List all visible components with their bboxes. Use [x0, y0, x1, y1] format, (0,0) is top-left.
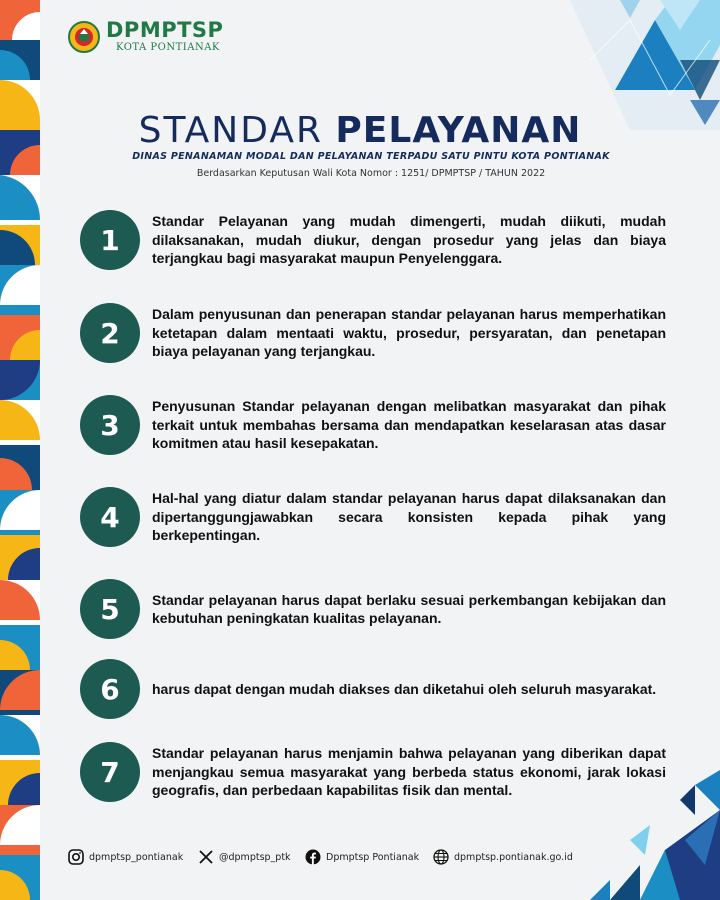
- item-text: Standar pelayanan harus dapat berlaku sesuai perkembangan kebijakan dan kebutuhan peningkatan kualitas pelayanan.: [152, 591, 666, 626]
- list-item: [80, 742, 666, 802]
- decree-basis: Berdasarkan Keputusan Wali Kota Nomor : 1251/ DPMPTSP / TAHUN 2022: [196, 168, 546, 179]
- item-number-badge: 1: [80, 210, 140, 270]
- item-number-badge: 4: [80, 487, 140, 547]
- list-item: [80, 579, 666, 639]
- item-number-badge: 7: [80, 742, 140, 802]
- agency-subtitle: DINAS PENANAMAN MODAL DAN PELAYANAN TERPADU SATU PINTU KOTA PONTIANAK: [132, 151, 610, 162]
- logo-name: DPMPTSP: [106, 18, 224, 42]
- list-item: [80, 659, 666, 719]
- x-handle: @dpmptsp_ptk: [219, 851, 291, 863]
- list-item: [80, 303, 666, 363]
- dpmptsp-logo: [68, 20, 223, 53]
- title-part-pelayanan: PELAYANAN: [335, 110, 582, 151]
- city-emblem-icon: [68, 21, 100, 53]
- list-item: [80, 395, 666, 455]
- instagram-icon: [68, 849, 84, 865]
- social-footer: [68, 849, 573, 865]
- facebook-icon: [305, 849, 321, 865]
- footer-instagram[interactable]: [68, 849, 198, 865]
- x-logo-icon: [198, 849, 214, 865]
- list-item: [80, 487, 666, 547]
- item-number-badge: 5: [80, 579, 140, 639]
- list-item: [80, 210, 666, 270]
- item-text: harus dapat dengan mudah diakses dan diketahui oleh seluruh masyarakat.: [152, 680, 657, 697]
- item-text: Dalam penyusunan dan penerapan standar pelayanan harus memperhatikan ketetapan dalam mentaati waktu, prosedur, persyaratan, dan penetapan biaya pelayanan yang terjangkau.: [152, 306, 666, 360]
- footer-facebook[interactable]: [305, 849, 433, 865]
- facebook-page: Dpmptsp Pontianak: [326, 851, 420, 863]
- item-number-badge: 2: [80, 303, 140, 363]
- item-text: Hal-hal yang diatur dalam standar pelayanan harus dapat dilaksanakan dan dipertanggungjawabkan secara konsisten kepada pihak yang berkepentingan.: [152, 490, 666, 544]
- item-number-badge: 6: [80, 659, 140, 719]
- footer-x[interactable]: [198, 849, 305, 865]
- page-title: [0, 110, 720, 151]
- item-text: Standar Pelayanan yang mudah dimengerti, mudah diikuti, mudah dilaksanakan, mudah diukur, dengan prosedur yang jelas dan biaya terjangkau bagi masyarakat maupun Penyelenggara.: [152, 213, 666, 267]
- globe-icon: [433, 849, 449, 865]
- instagram-handle: dpmptsp_pontianak: [89, 851, 184, 863]
- website-url: dpmptsp.pontianak.go.id: [454, 851, 573, 863]
- item-text: Standar pelayanan harus menjamin bahwa pelayanan yang diberikan dapat menjangkau semua masyarakat yang berbeda status ekonomi, jarak lokasi geografis, dan perbedaan kapabilitas fisik dan mental.: [152, 745, 666, 799]
- footer-website[interactable]: [433, 849, 573, 865]
- item-number-badge: 3: [80, 395, 140, 455]
- title-part-standar: STANDAR: [138, 110, 323, 151]
- logo-city: KOTA PONTIANAK: [116, 42, 220, 53]
- item-text: Penyusunan Standar pelayanan dengan melibatkan masyarakat dan pihak terkait untuk membahas bersama dan mendapatkan keselarasan atas dasar komitmen atau hasil kesepakatan.: [152, 398, 666, 452]
